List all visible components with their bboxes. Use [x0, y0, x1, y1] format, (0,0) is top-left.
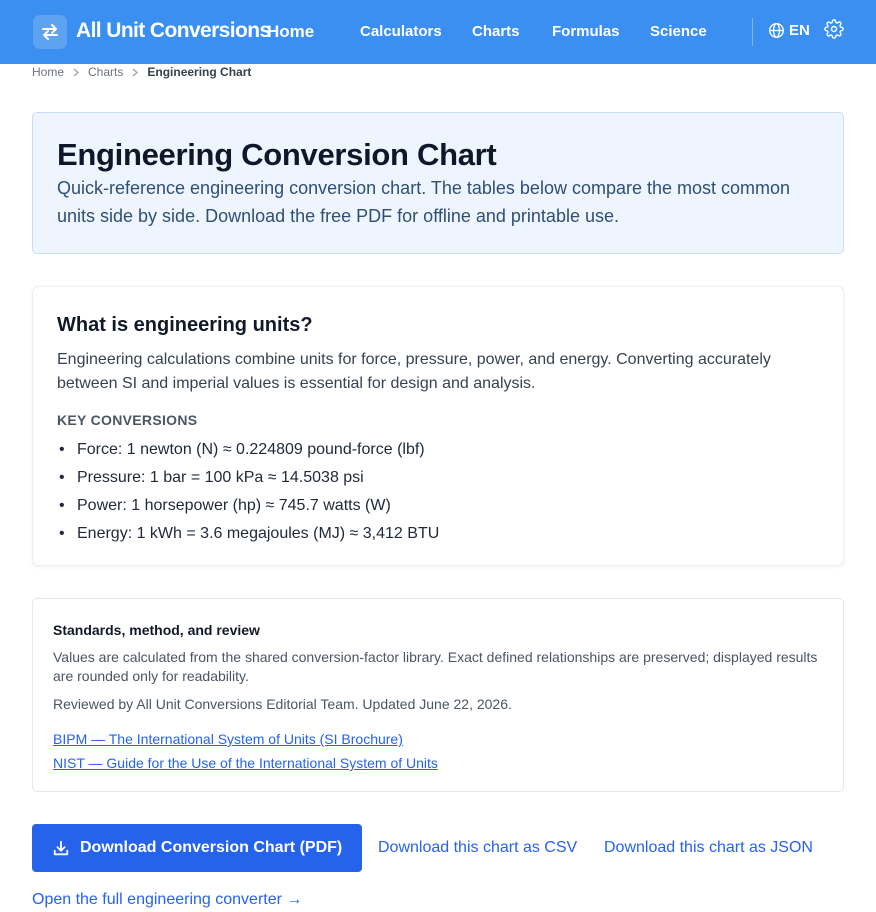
breadcrumb: [32, 65, 251, 79]
source-link-bipm[interactable]: BIPM — The International System of Units (SI Brochure): [53, 731, 403, 747]
download-pdf-button[interactable]: [32, 824, 362, 872]
top-navigation-bar: [0, 0, 876, 64]
nav-home[interactable]: Home: [267, 22, 315, 41]
standards-panel: [32, 598, 844, 792]
nav-formulas[interactable]: Formulas: [552, 23, 620, 40]
download-csv-link[interactable]: Download this chart as CSV: [378, 839, 578, 856]
download-pdf-label: Download Conversion Chart (PDF): [80, 839, 343, 856]
reviewed-text: Reviewed by All Unit Conversions Editorial Team. Updated June 22, 2026.: [53, 696, 512, 712]
page-title: Engineering Conversion Chart: [57, 137, 497, 172]
nav-divider: [752, 18, 753, 46]
conversion-item: • Force: 1 newton (N) ≈ 0.224809 pound-force (lbf): [57, 436, 819, 464]
breadcrumb-current: Engineering Chart: [147, 65, 252, 79]
page-description: Quick-reference engineering conversion chart. The tables below compare the most common units side by side. Download the free PDF for offline and printable use.: [57, 178, 791, 226]
info-card: [32, 286, 844, 566]
open-converter-link[interactable]: Open the full engineering converter →: [32, 891, 303, 908]
chevron-right-icon: [132, 68, 138, 77]
key-conversions-list: [57, 436, 819, 548]
sources-list: [53, 727, 823, 775]
breadcrumb-home[interactable]: Home: [32, 65, 65, 79]
globe-icon: [768, 22, 785, 39]
breadcrumb-charts[interactable]: Charts: [88, 65, 124, 79]
nav-calculators[interactable]: Calculators: [360, 23, 442, 40]
logo[interactable]: [33, 15, 67, 49]
nav-charts[interactable]: Charts: [472, 23, 520, 40]
conversion-item: • Power: 1 horsepower (hp) ≈ 745.7 watts (W): [57, 492, 819, 520]
language-selector[interactable]: [768, 22, 810, 39]
nav-science[interactable]: Science: [650, 23, 707, 40]
brand-name[interactable]: All Unit Conversions: [76, 19, 271, 42]
download-icon: [52, 839, 70, 857]
download-json-link[interactable]: Download this chart as JSON: [604, 839, 813, 856]
info-title: What is engineering units?: [57, 314, 313, 336]
conversion-item: • Energy: 1 kWh = 3.6 megajoules (MJ) ≈ 3,412 BTU: [57, 520, 819, 548]
info-description: Engineering calculations combine units for force, pressure, power, and energy. Converting accurately between SI and imperial values is essential for design and analysis.: [57, 351, 771, 392]
chevron-right-icon: [73, 68, 79, 77]
key-conversions-heading: KEY CONVERSIONS: [57, 412, 198, 428]
hero-panel: [32, 112, 844, 254]
method-text: Values are calculated from the shared conversion-factor library. Exact defined relationships are preserved; displayed results are rounded only for readability.: [53, 649, 818, 684]
language-label: EN: [789, 22, 810, 39]
conversion-item: • Pressure: 1 bar = 100 kPa ≈ 14.5038 psi: [57, 464, 819, 492]
gear-icon[interactable]: [824, 19, 844, 39]
standards-title: Standards, method, and review: [53, 622, 260, 638]
swap-arrows-icon: [40, 22, 60, 42]
source-link-nist[interactable]: NIST — Guide for the Use of the International System of Units: [53, 755, 438, 771]
